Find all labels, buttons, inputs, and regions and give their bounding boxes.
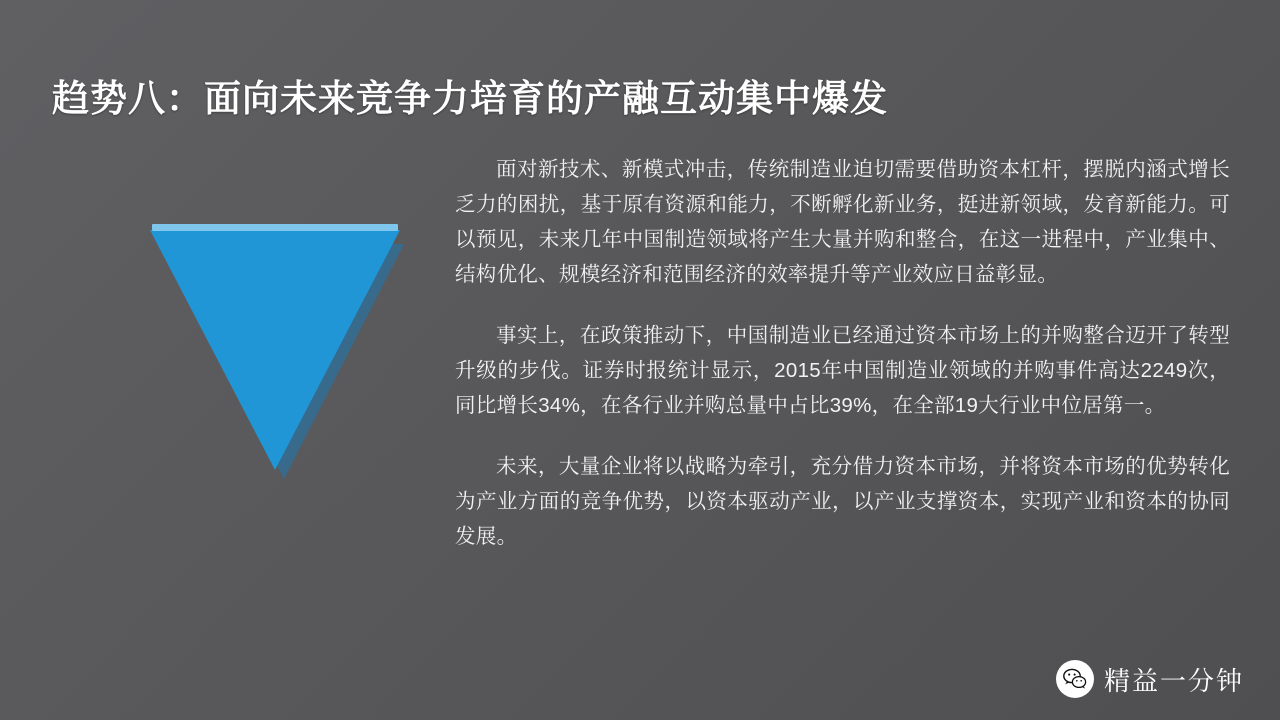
logo-text: 精益一分钟	[1103, 666, 1244, 697]
footer-logo	[1056, 660, 1244, 698]
paragraph-3: 未来，大量企业将以战略为牵引，充分借力资本市场，并将资本市场的优势转化为产业方面的竞争优势，以资本驱动产业，以产业支撑资本，实现产业和资本的协同发展。	[455, 455, 1230, 548]
triangle-top-edge	[152, 224, 398, 231]
paragraph-2: 事实上，在政策推动下，中国制造业已经通过资本市场上的并购整合迈开了转型升级的步伐。证券时报统计显示，2015年中国制造业领域的并购事件高达2249次，同比增长34%，在各行业并购总量中占比39%，在全部19大行业中位居第一。	[455, 324, 1230, 417]
body-text-block	[455, 152, 1230, 554]
page-title: 趋势八：面向未来竞争力培育的产融互动集中爆发	[52, 78, 888, 119]
wechat-icon	[1056, 660, 1094, 698]
triangle-body	[150, 230, 400, 470]
downward-triangle-graphic	[150, 230, 415, 495]
paragraph-1: 面对新技术、新模式冲击，传统制造业迫切需要借助资本杠杆，摆脱内涵式增长乏力的困扰，基于原有资源和能力，不断孵化新业务，挺进新领域，发育新能力。可以预见，未来几年中国制造领域将产生大量并购和整合，在这一进程中，产业集中、结构优化、规模经济和范围经济的效率提升等产业效应日益彰显。	[455, 158, 1230, 286]
